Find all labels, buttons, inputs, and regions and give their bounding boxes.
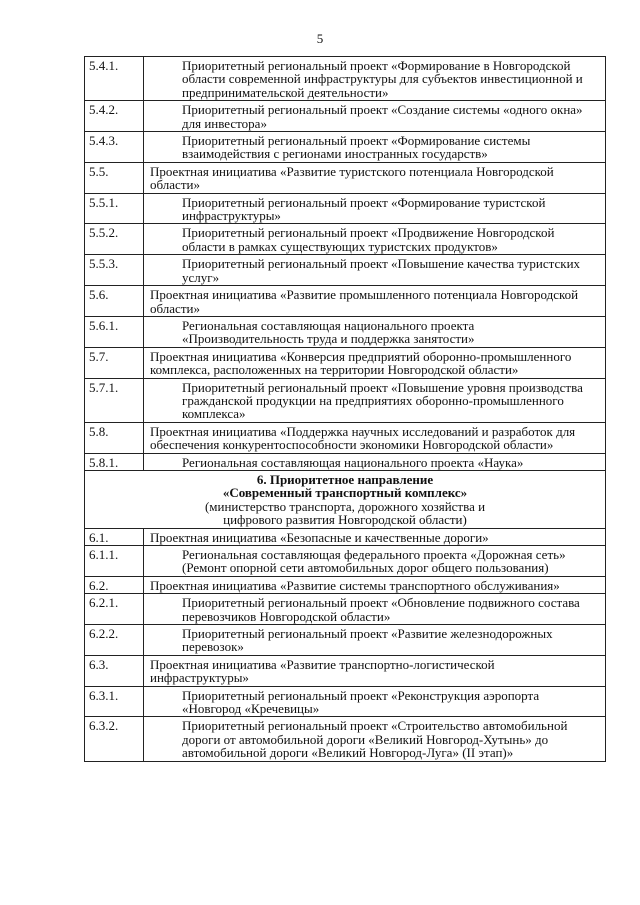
table-row [85,162,606,193]
row-description: Приоритетный региональный проект «Формирование системы взаимодействия с регионами иностранных государств» [144,132,606,163]
table-body-lower [85,528,606,761]
projects-table [84,56,606,762]
table-row [85,422,606,453]
row-description: Проектная инициатива «Развитие туристского потенциала Новгородской области» [144,162,606,193]
row-number: 6.1.1. [85,546,144,577]
row-number: 5.8. [85,422,144,453]
table-row [85,255,606,286]
table-row [85,378,606,422]
row-description: Приоритетный региональный проект «Строительство автомобильной дороги от автомобильной дороги «Великий Новгород-Хутынь» до автомобильной дороги «Великий Новгород-Луга» (II этап)» [144,717,606,761]
table-row [85,717,606,761]
row-number: 6.3.2. [85,717,144,761]
table-row [85,316,606,347]
row-description: Проектная инициатива «Развитие промышленного потенциала Новгородской области» [144,286,606,317]
row-description: Приоритетный региональный проект «Формирование туристской инфраструктуры» [144,193,606,224]
row-description: Приоритетный региональный проект «Развитие железнодорожных перевозок» [144,625,606,656]
row-number: 5.6. [85,286,144,317]
section-header-cell [85,470,606,528]
row-number: 6.3.1. [85,686,144,717]
row-description: Проектная инициатива «Конверсия предприятий оборонно-промышленного комплекса, расположенных на территории Новгородской области» [144,347,606,378]
section-title-line1: 6. Приоритетное направление [256,471,434,487]
table-row [85,576,606,593]
table-row [85,57,606,101]
row-description: Приоритетный региональный проект «Создание системы «одного окна» для инвестора» [144,101,606,132]
page-number: 5 [316,31,324,46]
row-description: Региональная составляющая национального проекта «Производительность труда и поддержка занятости» [144,316,606,347]
row-description: Приоритетный региональный проект «Повышение качества туристских услуг» [144,255,606,286]
row-number: 5.8.1. [85,453,144,470]
row-description: Приоритетный региональный проект «Формирование в Новгородской области современной инфраструктуры для субъектов инвестиционной и предпринимательской деятельности» [144,57,606,101]
table-row [85,655,606,686]
row-number: 5.5.1. [85,193,144,224]
table-row [85,101,606,132]
row-number: 5.5.3. [85,255,144,286]
row-number: 6.2. [85,576,144,593]
row-number: 6.3. [85,655,144,686]
row-number: 5.4.3. [85,132,144,163]
row-number: 5.4.1. [85,57,144,101]
row-description: Приоритетный региональный проект «Обновление подвижного состава перевозчиков Новгородской области» [144,594,606,625]
table-row [85,594,606,625]
row-number: 6.2.2. [85,625,144,656]
row-description: Проектная инициатива «Поддержка научных исследований и разработок для обеспечения конкурентоспособности экономики Новгородской области» [144,422,606,453]
row-number: 5.4.2. [85,101,144,132]
row-number: 6.1. [85,528,144,545]
section-title-line2: «Современный транспортный комплекс» [222,485,468,501]
row-description: Региональная составляющая национального проекта «Наука» [144,453,606,470]
table-body-upper [85,57,606,471]
row-description: Приоритетный региональный проект «Реконструкция аэропорта «Новгород «Кречевицы» [144,686,606,717]
table-row [85,224,606,255]
row-description: Приоритетный региональный проект «Продвижение Новгородской области в рамках существующих туристских продуктов» [144,224,606,255]
row-number: 5.5. [85,162,144,193]
table-row [85,528,606,545]
table-row [85,347,606,378]
table-row [85,453,606,470]
section-header-body [85,470,606,528]
table-row [85,193,606,224]
row-number: 5.7. [85,347,144,378]
row-number: 5.7.1. [85,378,144,422]
row-description: Проектная инициатива «Развитие транспортно-логистической инфраструктуры» [144,655,606,686]
row-description: Проектная инициатива «Развитие системы транспортного обслуживания» [144,576,606,593]
table-row [85,132,606,163]
table-row [85,625,606,656]
section-header-row [85,470,606,528]
row-number: 6.2.1. [85,594,144,625]
row-description: Региональная составляющая федерального проекта «Дорожная сеть» (Ремонт опорной сети автомобильных дорог общего пользования) [144,546,606,577]
table-row [85,286,606,317]
section-subtitle: (министерство транспорта, дорожного хозяйства и цифрового развития Новгородской области) [204,498,486,528]
row-description: Проектная инициатива «Безопасные и качественные дороги» [144,528,606,545]
row-number: 5.6.1. [85,316,144,347]
row-description: Приоритетный региональный проект «Повышение уровня производства гражданской продукции на предприятиях оборонно-промышленного комплекса» [144,378,606,422]
row-number: 5.5.2. [85,224,144,255]
table-row [85,686,606,717]
table-row [85,546,606,577]
